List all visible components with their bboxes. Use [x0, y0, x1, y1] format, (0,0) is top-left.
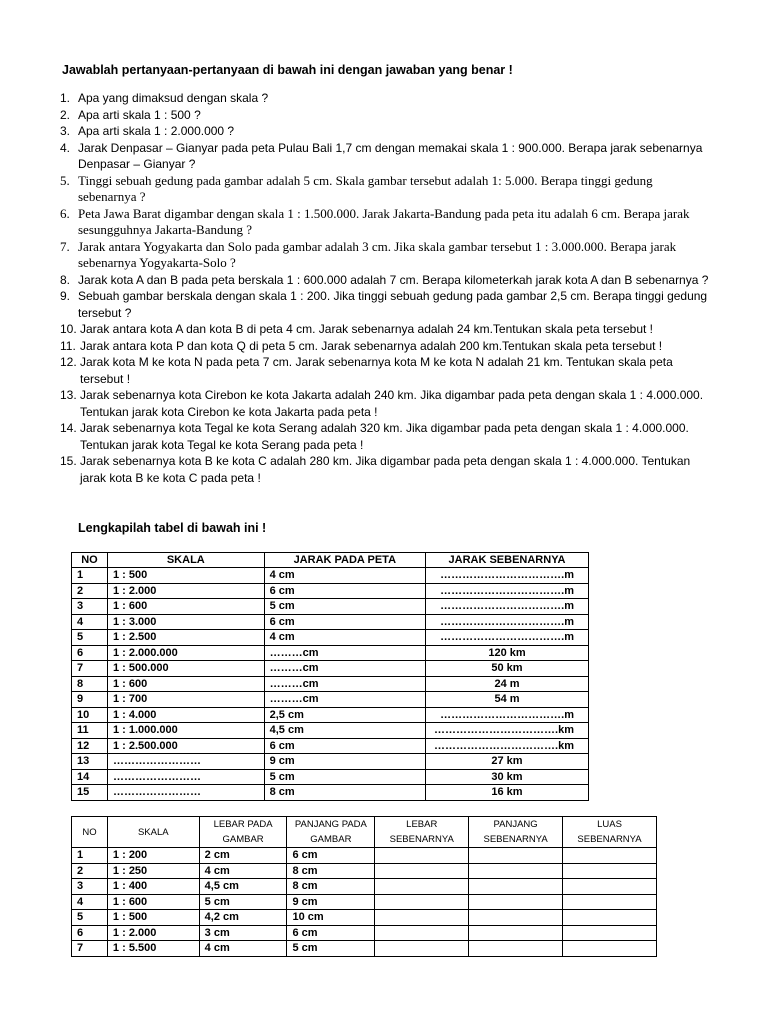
table-cell: …………………………….m — [426, 568, 589, 584]
table-header-row — [72, 553, 589, 568]
table-cell: 6 — [72, 925, 108, 941]
table-cell: ………cm — [264, 692, 425, 708]
table-cell: 6 cm — [287, 848, 375, 864]
answer-cell — [469, 879, 563, 895]
question-item — [60, 173, 710, 206]
question-text: Apa yang dimaksud dengan skala ? — [78, 91, 269, 105]
table-cell: 6 cm — [287, 925, 375, 941]
answer-cell — [563, 879, 657, 895]
area-calculation-table — [71, 816, 657, 957]
answer-cell — [469, 925, 563, 941]
table-row — [72, 769, 589, 785]
table-cell: 1 : 700 — [107, 692, 264, 708]
answer-cell — [375, 879, 469, 895]
table-row — [72, 754, 589, 770]
table-cell: 2 cm — [199, 848, 287, 864]
table-cell: 4,5 cm — [264, 723, 425, 739]
table-cell: 5 cm — [264, 599, 425, 615]
table-row — [72, 879, 657, 895]
table-cell: 6 cm — [264, 614, 425, 630]
question-item — [60, 206, 710, 239]
question-text: Apa arti skala 1 : 500 ? — [78, 107, 201, 122]
table-cell: 1 : 2.500 — [107, 630, 264, 646]
answer-cell — [469, 863, 563, 879]
question-item — [60, 420, 710, 453]
question-number: 7. — [60, 238, 70, 254]
answer-cell — [469, 848, 563, 864]
table-cell: 10 cm — [287, 910, 375, 926]
table-cell: 1 : 500 — [107, 910, 199, 926]
table-header-row — [72, 817, 657, 848]
table-cell: 1 : 250 — [107, 863, 199, 879]
answer-cell — [563, 941, 657, 957]
instructions-heading: Jawablah pertanyaan-pertanyaan di bawah ini dengan jawaban yang benar ! — [62, 63, 513, 77]
table-cell: ………cm — [264, 661, 425, 677]
table-row — [72, 848, 657, 864]
question-text: Jarak kota A dan B pada peta berskala 1 : 600.000 adalah 7 cm. Berapa kilometerkah jarak kota A dan B sebenarnya ? — [78, 272, 709, 287]
table-row — [72, 583, 589, 599]
question-number: 9. — [60, 289, 71, 303]
table-cell: …………………………….km — [426, 723, 589, 739]
table-instructions: Lengkapilah tabel di bawah ini ! — [78, 521, 267, 535]
answer-cell — [563, 863, 657, 879]
table-cell: …………………… — [107, 769, 264, 785]
table-row — [72, 894, 657, 910]
question-text: Peta Jawa Barat digambar dengan skala 1 : 1.500.000. Jarak Jakarta-Bandung pada peta itu adalah 6 cm. Berapa jarak sesungguhnya Jakarta-Bandung ? — [78, 205, 690, 237]
table-cell: 4 — [72, 894, 108, 910]
table-cell: 1 : 500.000 — [107, 661, 264, 677]
table-cell: 4,5 cm — [199, 879, 287, 895]
table-cell: ………cm — [264, 645, 425, 661]
table-cell: 1 : 2.500.000 — [107, 738, 264, 754]
table-cell: …………………… — [107, 785, 264, 801]
table-cell: …………………………….m — [426, 614, 589, 630]
table-cell: 7 — [72, 661, 108, 677]
answer-cell — [375, 925, 469, 941]
table-cell: 3 cm — [199, 925, 287, 941]
table-cell: 5 cm — [199, 894, 287, 910]
question-text: Jarak antara kota P dan kota Q di peta 5 cm. Jarak sebenarnya adalah 200 km.Tentukan skala peta tersebut ! — [80, 338, 663, 353]
table-row — [72, 630, 589, 646]
table-cell: 2,5 cm — [264, 707, 425, 723]
question-number: 10. — [60, 322, 77, 336]
column-header: SKALA — [107, 817, 199, 848]
table-cell: 9 cm — [287, 894, 375, 910]
table-cell: 1 : 200 — [107, 848, 199, 864]
table-cell: 1 : 4.000 — [107, 707, 264, 723]
question-text: Jarak antara Yogyakarta dan Solo pada gambar adalah 3 cm. Jika skala gambar tersebut 1 : 3.000.000. Berapa jarak sebenarnya Yogyakarta-Solo ? — [78, 238, 677, 270]
table-row — [72, 738, 589, 754]
table-cell: …………………………….m — [426, 707, 589, 723]
table-cell: 16 km — [426, 785, 589, 801]
column-header: NO — [72, 553, 108, 568]
table-cell: 3 — [72, 879, 108, 895]
question-text: Jarak sebenarnya kota B ke kota C adalah 280 km. Jika digambar pada peta dengan skala 1 : 4.000.000. Tentukan jarak kota B ke kota C pada peta ! — [80, 454, 691, 485]
question-text: Jarak antara kota A dan kota B di peta 4 cm. Jarak sebenarnya adalah 24 km.Tentukan skala peta tersebut ! — [80, 322, 654, 336]
table-cell: …………………………….m — [426, 583, 589, 599]
answer-cell — [469, 910, 563, 926]
table-cell: 5 cm — [264, 769, 425, 785]
table-cell: 4,2 cm — [199, 910, 287, 926]
table-row — [72, 599, 589, 615]
table-cell: 4 — [72, 614, 108, 630]
answer-cell — [375, 863, 469, 879]
question-number: 12. — [60, 355, 77, 369]
table-row — [72, 692, 589, 708]
column-header: PANJANG PADA GAMBAR — [287, 817, 375, 848]
table-cell: 11 — [72, 723, 108, 739]
answer-cell — [563, 910, 657, 926]
table-cell: …………………………….m — [426, 599, 589, 615]
table-cell: 9 cm — [264, 754, 425, 770]
table-cell: 1 : 3.000 — [107, 614, 264, 630]
table-cell: 1 : 500 — [107, 568, 264, 584]
question-item — [60, 453, 710, 486]
table-cell: 13 — [72, 754, 108, 770]
question-text: Jarak sebenarnya kota Tegal ke kota Serang adalah 320 km. Jika digambar pada peta dengan skala 1 : 4.000.000. Tentukan jarak kota Tegal ke kota Serang pada peta ! — [80, 421, 689, 452]
table-cell: 12 — [72, 738, 108, 754]
table-cell: 4 cm — [264, 568, 425, 584]
answer-cell — [563, 848, 657, 864]
table-cell: 1 — [72, 568, 108, 584]
question-number: 2. — [60, 107, 71, 122]
answer-cell — [469, 941, 563, 957]
question-item — [60, 338, 710, 355]
question-number: 14. — [60, 421, 77, 435]
table-cell: 2 — [72, 583, 108, 599]
column-header: JARAK PADA PETA — [264, 553, 425, 568]
table-cell: 14 — [72, 769, 108, 785]
table-cell: 8 cm — [287, 863, 375, 879]
question-item — [60, 288, 710, 321]
table-cell: …………………………….km — [426, 738, 589, 754]
table-row — [72, 661, 589, 677]
question-text: Jarak sebenarnya kota Cirebon ke kota Jakarta adalah 240 km. Jika digambar pada peta dengan skala 1 : 4.000.000. Tentukan jarak kota Cirebon ke kota Jakarta pada peta ! — [80, 388, 704, 419]
table-cell: 5 cm — [287, 941, 375, 957]
column-header: NO — [72, 817, 108, 848]
table-cell: 8 cm — [287, 879, 375, 895]
question-text: Tinggi sebuah gedung pada gambar adalah 5 cm. Skala gambar tersebut adalah 1: 5.000. Berapa tinggi gedung sebenarnya ? — [78, 172, 653, 204]
table-row — [72, 785, 589, 801]
question-list — [60, 90, 710, 486]
question-number: 11. — [60, 338, 76, 353]
table-cell: 1 : 1.000.000 — [107, 723, 264, 739]
question-text: Jarak Denpasar – Gianyar pada peta Pulau Bali 1,7 cm dengan memakai skala 1 : 900.000. Berapa jarak sebenarnya Denpasar – Gianyar ? — [78, 140, 703, 171]
answer-cell — [563, 894, 657, 910]
question-item — [60, 140, 710, 173]
question-number: 8. — [60, 272, 71, 287]
table-row — [72, 863, 657, 879]
table-cell: 1 : 600 — [107, 599, 264, 615]
question-number: 13. — [60, 388, 77, 402]
table-cell: 4 cm — [264, 630, 425, 646]
question-number: 1. — [60, 91, 71, 105]
table-cell: 1 : 600 — [107, 894, 199, 910]
question-number: 3. — [60, 124, 71, 138]
table-cell: ………cm — [264, 676, 425, 692]
question-number: 4. — [60, 140, 71, 155]
table-cell: 1 : 600 — [107, 676, 264, 692]
table-row — [72, 910, 657, 926]
table-cell: 4 cm — [199, 941, 287, 957]
column-header: LEBAR SEBENARNYA — [375, 817, 469, 848]
table-cell: 1 — [72, 848, 108, 864]
table-cell: 1 : 400 — [107, 879, 199, 895]
question-item — [60, 123, 710, 140]
table-cell: 1 : 2.000.000 — [107, 645, 264, 661]
table-cell: …………………… — [107, 754, 264, 770]
question-item — [60, 354, 710, 387]
question-number: 15. — [60, 454, 77, 468]
table-cell: 5 — [72, 910, 108, 926]
table-cell: 7 — [72, 941, 108, 957]
scale-distance-table — [71, 552, 589, 801]
answer-cell — [469, 894, 563, 910]
table-cell: 24 m — [426, 676, 589, 692]
question-item — [60, 239, 710, 272]
question-text: Apa arti skala 1 : 2.000.000 ? — [78, 124, 235, 138]
table-cell: 120 km — [426, 645, 589, 661]
column-header: LEBAR PADA GAMBAR — [199, 817, 287, 848]
question-text: Jarak kota M ke kota N pada peta 7 cm. Jarak sebenarnya kota M ke kota N adalah 21 km. Tentukan skala peta tersebut ! — [80, 355, 673, 386]
table-cell: 15 — [72, 785, 108, 801]
table-row — [72, 925, 657, 941]
table-row — [72, 568, 589, 584]
table-cell: 54 m — [426, 692, 589, 708]
question-number: 5. — [60, 172, 70, 188]
table-cell: 8 cm — [264, 785, 425, 801]
table-cell: …………………………….m — [426, 630, 589, 646]
table-cell: 3 — [72, 599, 108, 615]
question-item — [60, 107, 710, 124]
table-row — [72, 676, 589, 692]
answer-cell — [375, 848, 469, 864]
table-row — [72, 707, 589, 723]
table-cell: 6 — [72, 645, 108, 661]
table-row — [72, 941, 657, 957]
column-header: JARAK SEBENARNYA — [426, 553, 589, 568]
table-cell: 4 cm — [199, 863, 287, 879]
column-header: SKALA — [107, 553, 264, 568]
answer-cell — [563, 925, 657, 941]
answer-cell — [375, 910, 469, 926]
column-header: PANJANG SEBENARNYA — [469, 817, 563, 848]
table-row — [72, 614, 589, 630]
table-cell: 6 cm — [264, 583, 425, 599]
table-cell: 6 cm — [264, 738, 425, 754]
table-cell: 50 km — [426, 661, 589, 677]
question-item — [60, 387, 710, 420]
table-cell: 10 — [72, 707, 108, 723]
table-row — [72, 723, 589, 739]
column-header: LUAS SEBENARNYA — [563, 817, 657, 848]
question-text: Sebuah gambar berskala dengan skala 1 : 200. Jika tinggi sebuah gedung pada gambar 2,5 cm. Berapa tinggi gedung tersebut ? — [78, 289, 708, 320]
table-cell: 1 : 5.500 — [107, 941, 199, 957]
table-cell: 8 — [72, 676, 108, 692]
answer-cell — [375, 894, 469, 910]
table-row — [72, 645, 589, 661]
question-item — [60, 321, 710, 338]
table-cell: 27 km — [426, 754, 589, 770]
table-cell: 1 : 2.000 — [107, 925, 199, 941]
table-cell: 9 — [72, 692, 108, 708]
question-item — [60, 272, 710, 289]
table-cell: 5 — [72, 630, 108, 646]
table-cell: 2 — [72, 863, 108, 879]
table-cell: 1 : 2.000 — [107, 583, 264, 599]
table-cell: 30 km — [426, 769, 589, 785]
question-number: 6. — [60, 205, 70, 221]
answer-cell — [375, 941, 469, 957]
question-item — [60, 90, 710, 107]
